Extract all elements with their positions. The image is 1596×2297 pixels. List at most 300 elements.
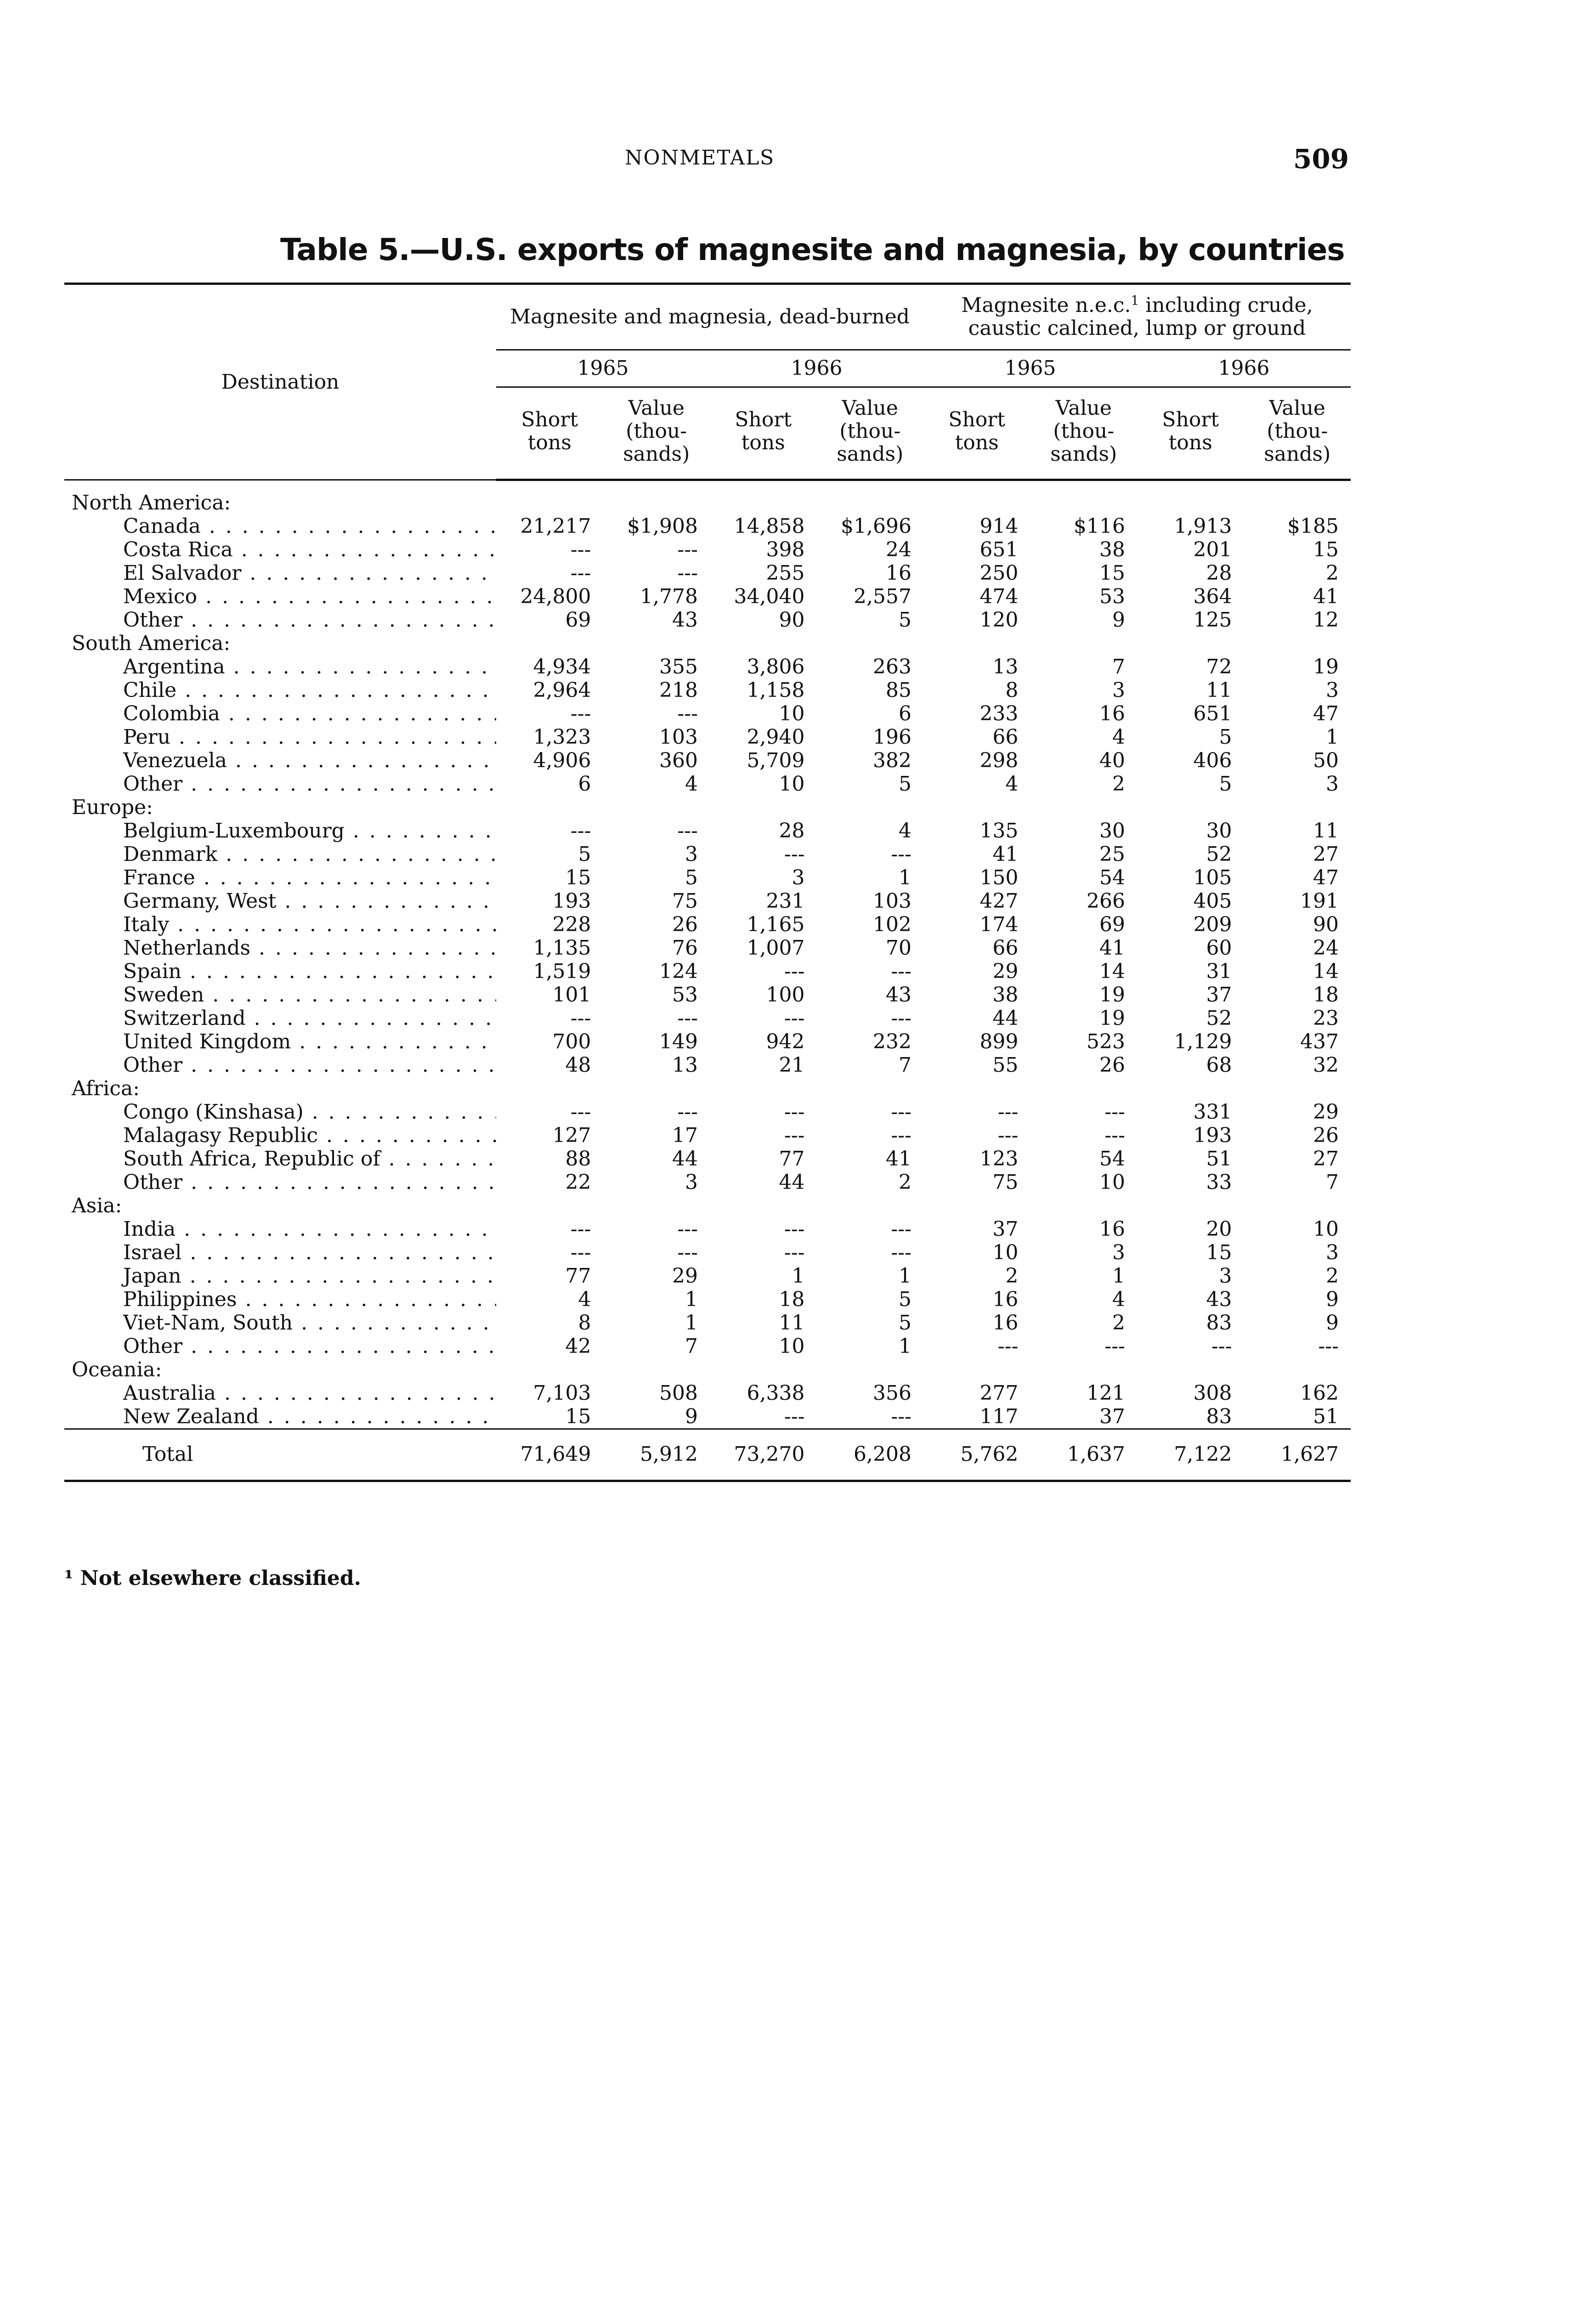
value-cell: 3 (1326, 679, 1339, 702)
value-cell: --- (784, 1405, 805, 1428)
value-cell: 3,806 (747, 655, 805, 679)
table-row (64, 1171, 1351, 1194)
value-cell: 50 (1313, 749, 1339, 772)
value-cell: --- (891, 1217, 912, 1241)
region-label: Africa: (72, 1077, 140, 1100)
country-label: Venezuela . . . (64, 749, 496, 772)
value-cell: 2,940 (747, 725, 805, 749)
table-row (64, 819, 1351, 843)
value-cell: 4 (578, 1288, 591, 1311)
value-cell: --- (891, 1100, 912, 1124)
value-cell: 47 (1313, 866, 1339, 889)
value-cell: --- (784, 1100, 805, 1124)
unit-header: Value (thou- sands) (1030, 387, 1138, 480)
value-cell: --- (784, 1007, 805, 1030)
country-label: Belgium-Luxembourg . . . (64, 819, 496, 843)
value-cell: --- (677, 1217, 698, 1241)
value-cell: 4 (1005, 772, 1019, 796)
value-cell: --- (677, 1241, 698, 1264)
value-cell: 7 (685, 1335, 698, 1358)
table-row (64, 1381, 1351, 1405)
country-label: Canada . . . (64, 515, 496, 538)
year-header: 1965 (923, 350, 1137, 387)
value-cell: 7 (1326, 1171, 1339, 1194)
value-cell: 6 (578, 772, 591, 796)
value-cell: 16 (1099, 1217, 1126, 1241)
region-label: North America: (72, 491, 231, 515)
value-cell: 90 (779, 608, 805, 632)
value-cell: 427 (979, 889, 1019, 913)
unit-header: Value (thou- sands) (817, 387, 924, 480)
value-cell: 3 (1112, 679, 1126, 702)
value-cell: 38 (992, 983, 1019, 1007)
year-header: 1965 (496, 350, 710, 387)
value-cell: 2 (1112, 772, 1126, 796)
value-cell: 135 (979, 819, 1019, 843)
value-cell: 1 (685, 1311, 698, 1335)
value-cell: 19 (1313, 655, 1339, 679)
year-header: 1966 (1137, 350, 1351, 387)
unit-header: Short tons (1137, 387, 1244, 480)
value-cell: 150 (979, 866, 1019, 889)
value-cell: 4 (1112, 725, 1126, 749)
table-row (64, 1241, 1351, 1264)
value-cell: 3 (1326, 1241, 1339, 1264)
value-cell: 100 (766, 983, 805, 1007)
table-row (64, 561, 1351, 585)
value-cell: 228 (552, 913, 591, 936)
value-cell: 41 (992, 843, 1019, 866)
value-cell: 41 (1099, 936, 1126, 960)
value-cell: 2,557 (854, 585, 912, 608)
value-cell: 1,519 (533, 960, 591, 983)
group-header-dead-burned: Magnesite and magnesia, dead-burned (496, 284, 923, 350)
value-cell: 651 (1193, 702, 1232, 725)
value-cell: 2 (1112, 1311, 1126, 1335)
table-row (64, 1264, 1351, 1288)
country-label: India . . . (64, 1217, 496, 1241)
value-cell: 42 (565, 1335, 591, 1358)
country-label: Other . . . (64, 608, 496, 632)
country-label: Netherlands . . . (64, 936, 496, 960)
total-label: Total (64, 1429, 496, 1481)
value-cell: 43 (886, 983, 912, 1007)
value-cell: 16 (992, 1288, 1019, 1311)
value-cell: 105 (1193, 866, 1232, 889)
value-cell: 27 (1313, 1147, 1339, 1171)
value-cell: 30 (1099, 819, 1126, 843)
value-cell: 60 (1206, 936, 1232, 960)
table-row (64, 913, 1351, 936)
table-row (64, 725, 1351, 749)
country-label: United Kingdom . . . (64, 1030, 496, 1053)
value-cell: $185 (1287, 515, 1339, 538)
country-label: Colombia . . . (64, 702, 496, 725)
value-cell: 120 (979, 608, 1019, 632)
value-cell: 124 (659, 960, 698, 983)
value-cell: 83 (1206, 1405, 1232, 1428)
value-cell: 356 (873, 1381, 912, 1405)
country-label: France . . . (64, 866, 496, 889)
value-cell: 1,778 (640, 585, 698, 608)
value-cell: --- (677, 702, 698, 725)
value-cell: 5 (1219, 772, 1232, 796)
value-cell: 53 (1099, 585, 1126, 608)
value-cell: 298 (979, 749, 1019, 772)
table-row (64, 1053, 1351, 1077)
value-cell: 3 (1112, 1241, 1126, 1264)
value-cell: 2 (1326, 1264, 1339, 1288)
table-row (64, 843, 1351, 866)
value-cell: 9 (1326, 1311, 1339, 1335)
value-cell: 1,007 (747, 936, 805, 960)
table-row (64, 1405, 1351, 1429)
value-cell: 10 (779, 702, 805, 725)
value-cell: 700 (552, 1030, 591, 1053)
value-cell: --- (997, 1335, 1019, 1358)
value-cell: 41 (886, 1147, 912, 1171)
value-cell: 2 (1005, 1264, 1019, 1288)
table-row (64, 679, 1351, 702)
value-cell: 15 (565, 1405, 591, 1428)
value-cell: 77 (565, 1264, 591, 1288)
value-cell: --- (784, 960, 805, 983)
value-cell: 523 (1087, 1030, 1126, 1053)
group-header-nec-pre: Magnesite n.e.c. (961, 294, 1131, 317)
value-cell: 24,800 (520, 585, 591, 608)
value-cell: 382 (873, 749, 912, 772)
table-row (64, 1288, 1351, 1311)
total-cell: 6,208 (817, 1429, 924, 1481)
country-label: Germany, West . . . (64, 889, 496, 913)
value-cell: 1 (899, 866, 912, 889)
value-cell: 10 (992, 1241, 1019, 1264)
country-label: Viet-Nam, South . . . (64, 1311, 496, 1335)
value-cell: 66 (992, 725, 1019, 749)
value-cell: 174 (979, 913, 1019, 936)
value-cell: 70 (886, 936, 912, 960)
value-cell: --- (784, 1241, 805, 1264)
country-label: El Salvador . . . (64, 561, 496, 585)
value-cell: 21 (779, 1053, 805, 1077)
value-cell: 4 (685, 772, 698, 796)
value-cell: 23 (1313, 1007, 1339, 1030)
region-label: Oceania: (72, 1358, 162, 1381)
value-cell: 3 (685, 843, 698, 866)
value-cell: 2 (1326, 561, 1339, 585)
value-cell: 255 (766, 561, 805, 585)
value-cell: 196 (873, 725, 912, 749)
value-cell: 29 (1313, 1100, 1339, 1124)
value-cell: --- (1104, 1100, 1126, 1124)
value-cell: --- (891, 1241, 912, 1264)
table-row (64, 1335, 1351, 1358)
value-cell: 77 (779, 1147, 805, 1171)
footnote-marker: 1 (1131, 293, 1139, 308)
region-row (64, 1077, 1351, 1100)
value-cell: 40 (1099, 749, 1126, 772)
value-cell: 13 (992, 655, 1019, 679)
value-cell: --- (1318, 1335, 1339, 1358)
value-cell: --- (570, 1100, 591, 1124)
table-row (64, 936, 1351, 960)
value-cell: 1 (1326, 725, 1339, 749)
value-cell: 37 (1099, 1405, 1126, 1428)
value-cell: 5 (899, 1288, 912, 1311)
value-cell: 47 (1313, 702, 1339, 725)
value-cell: 266 (1087, 889, 1126, 913)
value-cell: 68 (1206, 1053, 1232, 1077)
value-cell: --- (677, 1100, 698, 1124)
value-cell: --- (570, 1217, 591, 1241)
country-label: Other . . . (64, 772, 496, 796)
value-cell: 24 (1313, 936, 1339, 960)
country-label: Malagasy Republic . . . (64, 1124, 496, 1147)
value-cell: 2 (899, 1171, 912, 1194)
value-cell: 1 (899, 1335, 912, 1358)
value-cell: --- (784, 1124, 805, 1147)
value-cell: 15 (1206, 1241, 1232, 1264)
value-cell: 5 (899, 772, 912, 796)
value-cell: --- (677, 1007, 698, 1030)
value-cell: 26 (672, 913, 698, 936)
value-cell: --- (1104, 1335, 1126, 1358)
value-cell: 28 (1206, 561, 1232, 585)
value-cell: 41 (1313, 585, 1339, 608)
total-cell: 1,637 (1030, 1429, 1138, 1481)
country-label: Chile . . . (64, 679, 496, 702)
value-cell: 14 (1099, 960, 1126, 983)
region-row (64, 1358, 1351, 1381)
total-cell: 5,762 (923, 1429, 1030, 1481)
value-cell: 7 (1112, 655, 1126, 679)
value-cell: 11 (1313, 819, 1339, 843)
value-cell: 1,135 (533, 936, 591, 960)
value-cell: --- (677, 819, 698, 843)
value-cell: 263 (873, 655, 912, 679)
value-cell: 11 (779, 1311, 805, 1335)
value-cell: 20 (1206, 1217, 1232, 1241)
value-cell: 33 (1206, 1171, 1232, 1194)
value-cell: 15 (1313, 538, 1339, 561)
value-cell: 5 (685, 866, 698, 889)
value-cell: 102 (873, 913, 912, 936)
value-cell: 437 (1300, 1030, 1339, 1053)
value-cell: --- (570, 819, 591, 843)
value-cell: 24 (886, 538, 912, 561)
country-label: South Africa, Republic of . . . (64, 1147, 496, 1171)
value-cell: 32 (1313, 1053, 1339, 1077)
table-row (64, 1100, 1351, 1124)
value-cell: 123 (979, 1147, 1019, 1171)
unit-header: Value (thou- sands) (603, 387, 710, 480)
value-cell: 38 (1099, 538, 1126, 561)
value-cell: --- (784, 1217, 805, 1241)
region-row (64, 796, 1351, 819)
country-label: Denmark . . . (64, 843, 496, 866)
value-cell: 31 (1206, 960, 1232, 983)
country-label: New Zealand . . . (64, 1405, 496, 1429)
exports-table-container (64, 283, 1351, 1482)
value-cell: --- (677, 538, 698, 561)
value-cell: 66 (992, 936, 1019, 960)
table-body (64, 480, 1351, 1429)
value-cell: --- (891, 1405, 912, 1428)
value-cell: 43 (1206, 1288, 1232, 1311)
value-cell: 44 (992, 1007, 1019, 1030)
value-cell: 4,934 (533, 655, 591, 679)
table-row (64, 749, 1351, 772)
country-label: Other . . . (64, 1335, 496, 1358)
value-cell: 6 (899, 702, 912, 725)
value-cell: 10 (1099, 1171, 1126, 1194)
value-cell: 10 (779, 772, 805, 796)
value-cell: 1 (899, 1264, 912, 1288)
value-cell: 43 (672, 608, 698, 632)
value-cell: 398 (766, 538, 805, 561)
unit-header: Short tons (710, 387, 817, 480)
value-cell: --- (784, 843, 805, 866)
value-cell: --- (677, 561, 698, 585)
value-cell: 21,217 (520, 515, 591, 538)
value-cell: 34,040 (734, 585, 805, 608)
table-row (64, 1124, 1351, 1147)
country-label: Peru . . . (64, 725, 496, 749)
value-cell: 14,858 (734, 515, 805, 538)
value-cell: 149 (659, 1030, 698, 1053)
country-label: Mexico . . . (64, 585, 496, 608)
table-row (64, 772, 1351, 796)
value-cell: 17 (672, 1124, 698, 1147)
table-row (64, 866, 1351, 889)
table-row (64, 1030, 1351, 1053)
value-cell: 3 (1326, 772, 1339, 796)
country-label: Israel . . . (64, 1241, 496, 1264)
value-cell: 7 (899, 1053, 912, 1077)
country-label: Other . . . (64, 1171, 496, 1194)
value-cell: 1,165 (747, 913, 805, 936)
value-cell: 16 (992, 1311, 1019, 1335)
value-cell: 18 (1313, 983, 1339, 1007)
value-cell: 103 (659, 725, 698, 749)
country-label: Argentina . . . (64, 655, 496, 679)
value-cell: 1 (792, 1264, 805, 1288)
value-cell: 10 (779, 1335, 805, 1358)
value-cell: 331 (1193, 1100, 1232, 1124)
year-header: 1966 (710, 350, 923, 387)
region-row (64, 632, 1351, 655)
value-cell: 53 (672, 983, 698, 1007)
value-cell: --- (891, 960, 912, 983)
value-cell: 5 (899, 1311, 912, 1335)
table-row (64, 1217, 1351, 1241)
region-label: Asia: (72, 1194, 122, 1217)
value-cell: 18 (779, 1288, 805, 1311)
value-cell: 85 (886, 679, 912, 702)
value-cell: 6,338 (747, 1381, 805, 1405)
value-cell: 52 (1206, 843, 1232, 866)
value-cell: --- (1104, 1124, 1126, 1147)
value-cell: 44 (672, 1147, 698, 1171)
value-cell: 8 (1005, 679, 1019, 702)
destination-column-header: Destination (64, 284, 496, 480)
value-cell: 5 (578, 843, 591, 866)
value-cell: 103 (873, 889, 912, 913)
value-cell: 90 (1313, 913, 1339, 936)
country-label: Italy . . . (64, 913, 496, 936)
value-cell: 26 (1099, 1053, 1126, 1077)
value-cell: 25 (1099, 843, 1126, 866)
value-cell: 15 (565, 866, 591, 889)
value-cell: 914 (979, 515, 1019, 538)
table-header (64, 284, 1351, 480)
value-cell: 15 (1099, 561, 1126, 585)
value-cell: 10 (1313, 1217, 1339, 1241)
value-cell: 54 (1099, 1147, 1126, 1171)
table-row (64, 1311, 1351, 1335)
value-cell: 29 (992, 960, 1019, 983)
value-cell: --- (891, 1124, 912, 1147)
country-label: Costa Rica . . . (64, 538, 496, 561)
country-label: Australia . . . (64, 1381, 496, 1405)
value-cell: 3 (792, 866, 805, 889)
value-cell: 209 (1193, 913, 1232, 936)
running-head: NONMETALS (625, 146, 775, 170)
value-cell: 218 (659, 679, 698, 702)
unit-header: Short tons (496, 387, 603, 480)
value-cell: 474 (979, 585, 1019, 608)
value-cell: 125 (1193, 608, 1232, 632)
value-cell: --- (891, 843, 912, 866)
region-label: South America: (72, 632, 231, 655)
value-cell: 308 (1193, 1381, 1232, 1405)
footnote: ¹ Not elsewhere classified. (64, 1567, 361, 1590)
value-cell: 12 (1313, 608, 1339, 632)
value-cell: 76 (672, 936, 698, 960)
table-row (64, 960, 1351, 983)
value-cell: 193 (1193, 1124, 1232, 1147)
page-header (0, 143, 1596, 183)
total-cell: 1,627 (1244, 1429, 1351, 1481)
value-cell: 231 (766, 889, 805, 913)
value-cell: --- (570, 1241, 591, 1264)
value-cell: 75 (992, 1171, 1019, 1194)
value-cell: 51 (1206, 1147, 1232, 1171)
value-cell: 405 (1193, 889, 1232, 913)
country-label: Japan . . . (64, 1264, 496, 1288)
value-cell: 5,709 (747, 749, 805, 772)
value-cell: 14 (1313, 960, 1339, 983)
value-cell: 250 (979, 561, 1019, 585)
table-row (64, 1007, 1351, 1030)
value-cell: 127 (552, 1124, 591, 1147)
value-cell: 1,158 (747, 679, 805, 702)
value-cell: 3 (1219, 1264, 1232, 1288)
value-cell: --- (1211, 1335, 1232, 1358)
value-cell: $1,696 (841, 515, 912, 538)
value-cell: --- (891, 1007, 912, 1030)
value-cell: 55 (992, 1053, 1019, 1077)
value-cell: 508 (659, 1381, 698, 1405)
country-label: Congo (Kinshasa) . . . (64, 1100, 496, 1124)
table-row (64, 1147, 1351, 1171)
value-cell: 232 (873, 1030, 912, 1053)
group-header-nec-post: including crude, caustic calcined, lump or ground (968, 294, 1313, 340)
total-cell: 5,912 (603, 1429, 710, 1481)
exports-table (64, 283, 1351, 1482)
value-cell: 48 (565, 1053, 591, 1077)
value-cell: 52 (1206, 1007, 1232, 1030)
